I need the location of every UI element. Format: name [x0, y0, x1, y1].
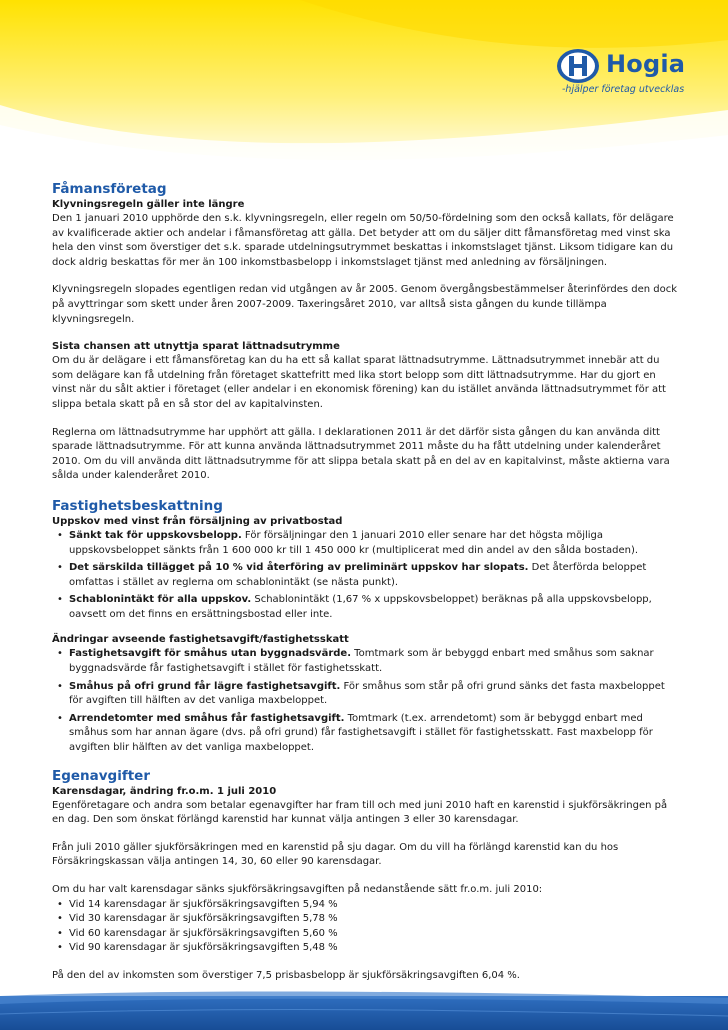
brand-tagline: -hjälper företag utvecklas [562, 84, 685, 95]
bullet-list [52, 898, 680, 956]
list-item: • Småhus på ofri grund får lägre fastighetsavgift. För småhus som står på ofri grund sänks det fasta maxbeloppet för avgiften till hälften av det vanliga maxbeloppet. [57, 680, 665, 707]
brand-name: Hogia [606, 50, 686, 78]
subhead-uppskov: Uppskov med vinst från försäljning av privatbostad [52, 515, 343, 527]
subhead-karensdagar: Karensdagar, ändring fr.o.m. 1 juli 2010 [52, 785, 277, 797]
page-header [0, 0, 728, 175]
paragraph: På den del av inkomsten som överstiger 7,5 prisbasbelopp är sjukförsäkringsavgiften 6,04 %. [52, 969, 520, 981]
bullet-list [52, 529, 680, 623]
paragraph: Klyvningsregeln slopades egentligen redan vid utgången av år 2005. Genom övergångsbestämmelser återinfördes den dock på avyttringar som skett under åren 2007-2009. Taxeringsåret 2010, var alltså sista gången du kunde tillämpa klyvningsregeln. [52, 284, 678, 325]
paragraph: Från juli 2010 gäller sjukförsäkringen med en karenstid på sju dagar. Om du vill ha förlängd karenstid kan du hos Försäkringskassan välja antingen 14, 30, 60 eller 90 karensdagar. [52, 841, 619, 868]
paragraph: Om du är delägare i ett fåmansföretag kan du ha ett så kallat sparat lättnadsutrymme. Lättnadsutrymmet innebär att du som delägare kan få utdelning från företaget skattefritt med lika stort belopp som ditt lättnadsutrymme. Har du gjort en vinst när du sålt aktier i företaget (eller andelar i en ekonomisk förening) kan du istället använda lättnadsutrymmet för att slippa betala skatt på en så stor del av kapitalvinsten. [52, 355, 666, 410]
hogia-logo [556, 48, 706, 98]
section-title-famansforetag: Fåmansföretag [52, 181, 167, 197]
section-title-egenavgifter: Egenavgifter [52, 767, 150, 784]
paragraph: Om du har valt karensdagar sänks sjukförsäkringsavgiften på nedanstående sätt fr.o.m. juli 2010: [52, 884, 543, 895]
paragraph: Reglerna om lättnadsutrymme har upphört att gälla. I deklarationen 2011 är det därför sista gången du kan använda ditt sparade lättnadsutrymme. För att kunna använda lättnadsutrymmet 2011 måste du ha fått utdelning under kalenderåret 2010. Om du vill använda ditt lättnadsutrymme för att slippa betala skatt på en del av en kapitalvinst, måste aktierna vara sålda under kalenderåret 2010. [52, 426, 670, 482]
section-title-fastighetsbeskattning: Fastighetsbeskattning [52, 497, 223, 514]
list-item: • Schablonintäkt för alla uppskov. Schablonintäkt (1,67 % x uppskovsbeloppet) beräknas på alla uppskovsbelopp, oavsett om det finns en ersättningsbostad eller inte. [57, 594, 652, 620]
hogia-h-logo-icon [556, 48, 600, 84]
list-item: • Sänkt tak för uppskovsbelopp. För försäljningar den 1 januari 2010 eller senare har det högsta möjliga uppskovsbeloppet sänkts från 1 600 000 kr till 1 450 000 kr (multiplicerat med din andel av den sålda bostaden). [57, 529, 639, 556]
list-item: • Fastighetsavgift för småhus utan byggnadsvärde. Tomtmark som är bebyggd enbart med småhus som saknar byggnadsvärde får fastighetsavgift i stället för fastighetsskatt. [57, 648, 654, 675]
subhead-klyvningsregeln: Klyvningsregeln gäller inte längre [52, 199, 245, 210]
subhead-lattnadsutrymme: Sista chansen att utnyttja sparat lättnadsutrymme [52, 341, 340, 353]
bullet-list [52, 647, 680, 755]
paragraph: Egenföretagare och andra som betalar egenavgifter har fram till och med juni 2010 haft en karenstid i sjukförsäkringen på en dag. Den som önskat förlängd karenstid har kunnat välja antingen 3 eller 30 karensdagar. [52, 799, 668, 826]
list-item: • Det särskilda tillägget på 10 % vid återföring av preliminärt uppskov har slopats. Det återförda beloppet omfattas i stället av reglerna om schablonintäkt (se nästa punkt). [57, 562, 647, 588]
list-item: • Arrendetomter med småhus får fastighetsavgift. Tomtmark (t.ex. arrendetomt) som är bebyggd enbart med småhus som har annan ägare (dvs. på ofri grund) får fastighetsavgift i stället för fastighetsskatt. Fast maxbelopp för avgiften blir hälften av det vanliga maxbeloppet. [57, 712, 653, 754]
list-item: • Vid 30 karensdagar är sjukförsäkringsavgiften 5,78 % [57, 913, 338, 925]
list-item: • Vid 90 karensdagar är sjukförsäkringsavgiften 5,48 % [57, 942, 338, 954]
footer-band [0, 970, 728, 1030]
list-item: • Vid 14 karensdagar är sjukförsäkringsavgiften 5,94 % [57, 898, 338, 910]
subhead-fastighetsavgift: Ändringar avseende fastighetsavgift/fastighetsskatt [52, 634, 349, 646]
paragraph: Den 1 januari 2010 upphörde den s.k. klyvningsregeln, eller regeln om 50/50-fördelning som den också kallats, för delägare av kvalificerade aktier och andelar i fåmansföretag att gälla. Det betyder att om du säljer ditt fåmansföretag med vinst ska hela den vinst som överstiger det s.k. sparade utdelningsutrymmet beskattas i inkomstslaget tjänst. Liksom tidigare kan du dock aldrig beskattas för mer än 100 inkomstbasbelopp i inkomstslaget tjänst med anledning av försäljningen. [52, 213, 674, 268]
list-item: • Vid 60 karensdagar är sjukförsäkringsavgiften 5,60 % [57, 927, 338, 939]
document-body [52, 180, 680, 984]
